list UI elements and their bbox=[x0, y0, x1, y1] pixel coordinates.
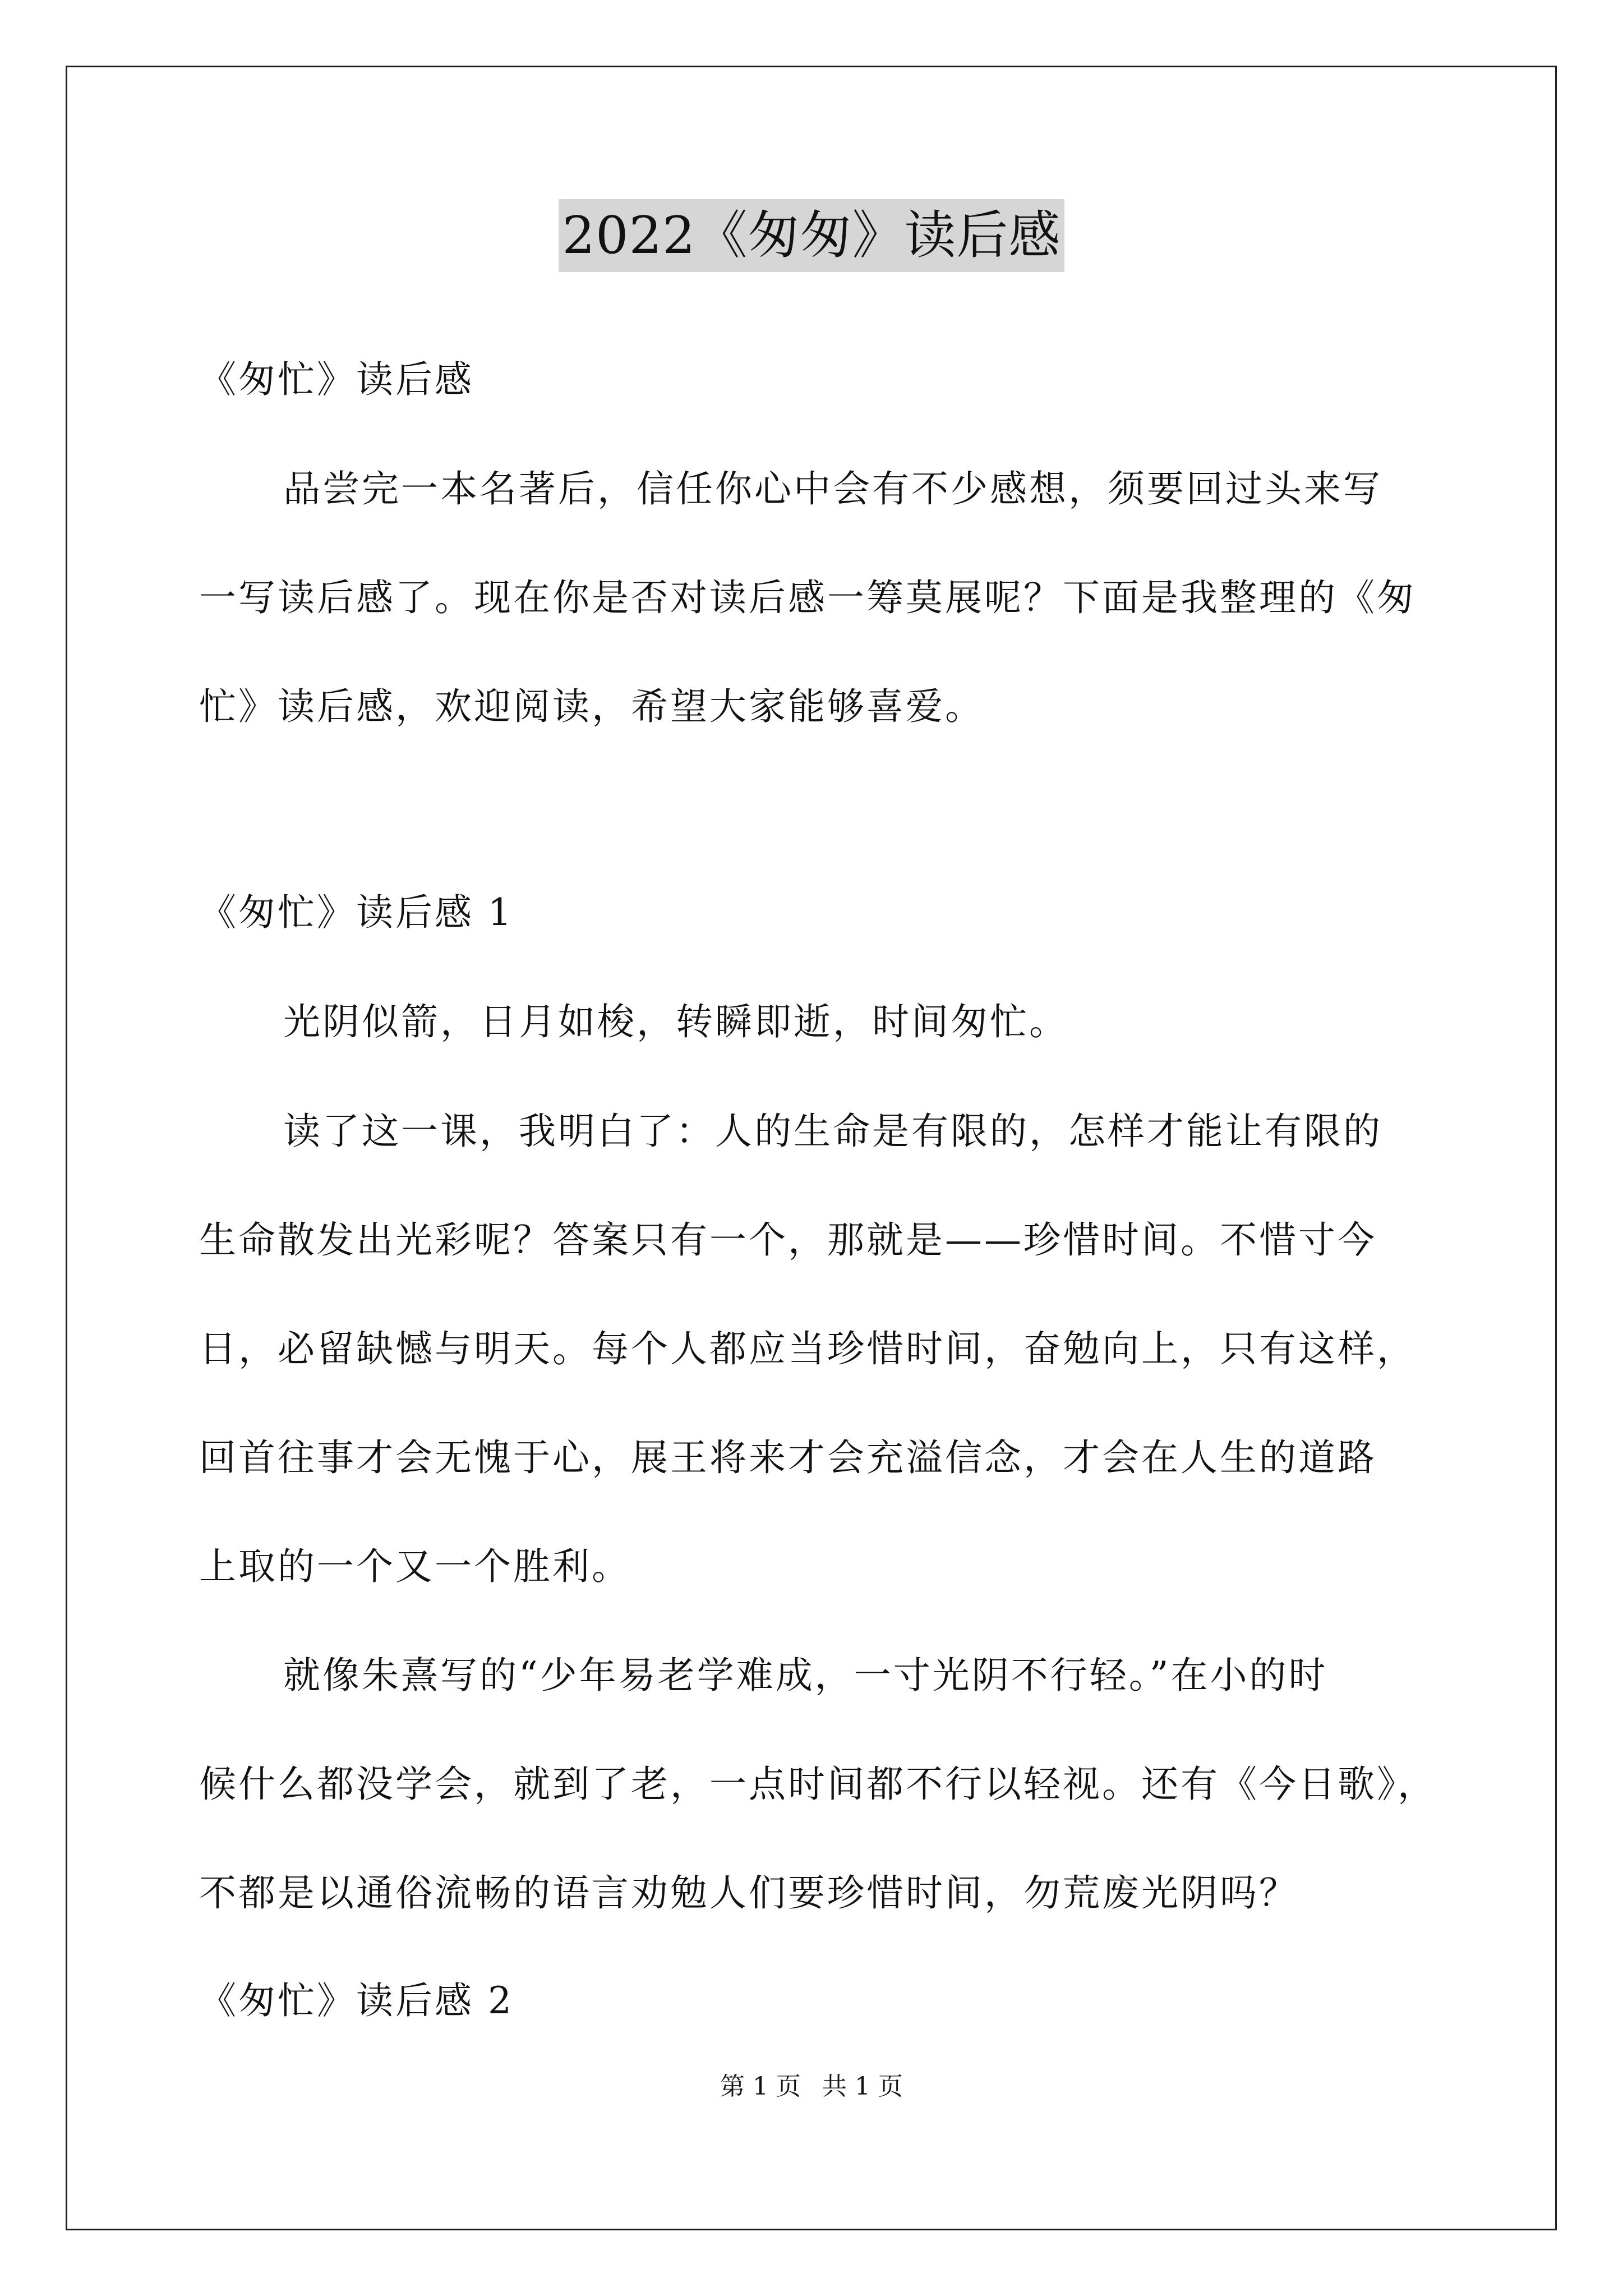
section2-heading: 《匆忙》读后感 2 bbox=[199, 1979, 514, 2022]
page-footer bbox=[0, 2070, 1623, 2104]
section1-p3-line-2: 候什么都没学会，就到了老，一点时间都不行以轻视。还有《今日歌》， bbox=[199, 1763, 1437, 1806]
section1-paragraph-2 bbox=[199, 1077, 1483, 1621]
section1-p2-line-5: 上取的一个又一个胜利。 bbox=[199, 1545, 631, 1588]
page-number-current: 第 1 页 bbox=[720, 2072, 801, 2101]
section1-p2-line-3: 日，必留缺憾与明天。每个人都应当珍惜时间，奋勉向上，只有这样， bbox=[199, 1327, 1416, 1370]
intro-paragraph bbox=[199, 435, 1483, 761]
page-number-total: 共 1 页 bbox=[822, 2072, 903, 2101]
section2-heading-block bbox=[199, 1947, 1483, 2055]
section1-p2-line-2: 生命散发出光彩呢？答案只有一个，那就是——珍惜时间。不惜寸今 bbox=[199, 1218, 1377, 1262]
title-wrap bbox=[0, 199, 1623, 272]
intro-line-2: 一写读后感了。现在你是否对读后感一筹莫展呢？下面是我整理的《匆 bbox=[199, 576, 1416, 619]
section1-p3-line-3: 不都是以通俗流畅的语言劝勉人们要珍惜时间，勿荒废光阴吗？ bbox=[199, 1871, 1298, 1915]
document-title: 2022《匆匆》读后感 bbox=[559, 199, 1064, 272]
intro-heading: 《匆忙》读后感 bbox=[199, 358, 474, 401]
section1-paragraph-1 bbox=[199, 968, 1483, 1076]
section1-paragraph-3 bbox=[199, 1621, 1483, 1948]
section1-p2-line-4: 回首往事才会无愧于心，展王将来才会充溢信念，才会在人生的道路 bbox=[199, 1436, 1377, 1479]
section1-p3-line-1: 就像朱熹写的“少年易老学难成，一寸光阴不行轻。”在小的时 bbox=[283, 1654, 1328, 1697]
section1-heading-block bbox=[199, 858, 1483, 967]
intro-line-1: 品尝完一本名著后，信任你心中会有不少感想，须要回过头来写 bbox=[283, 467, 1382, 510]
section1-p2-line-1: 读了这一课，我明白了：人的生命是有限的，怎样才能让有限的 bbox=[283, 1110, 1382, 1153]
intro-line-3: 忙》读后感，欢迎阅读，希望大家能够喜爱。 bbox=[199, 685, 984, 728]
section1-p1-line: 光阴似箭，日月如梭，转瞬即逝，时间匆忙。 bbox=[283, 1000, 1068, 1043]
section1-heading: 《匆忙》读后感 1 bbox=[199, 891, 514, 934]
intro-heading-block bbox=[199, 325, 1483, 434]
